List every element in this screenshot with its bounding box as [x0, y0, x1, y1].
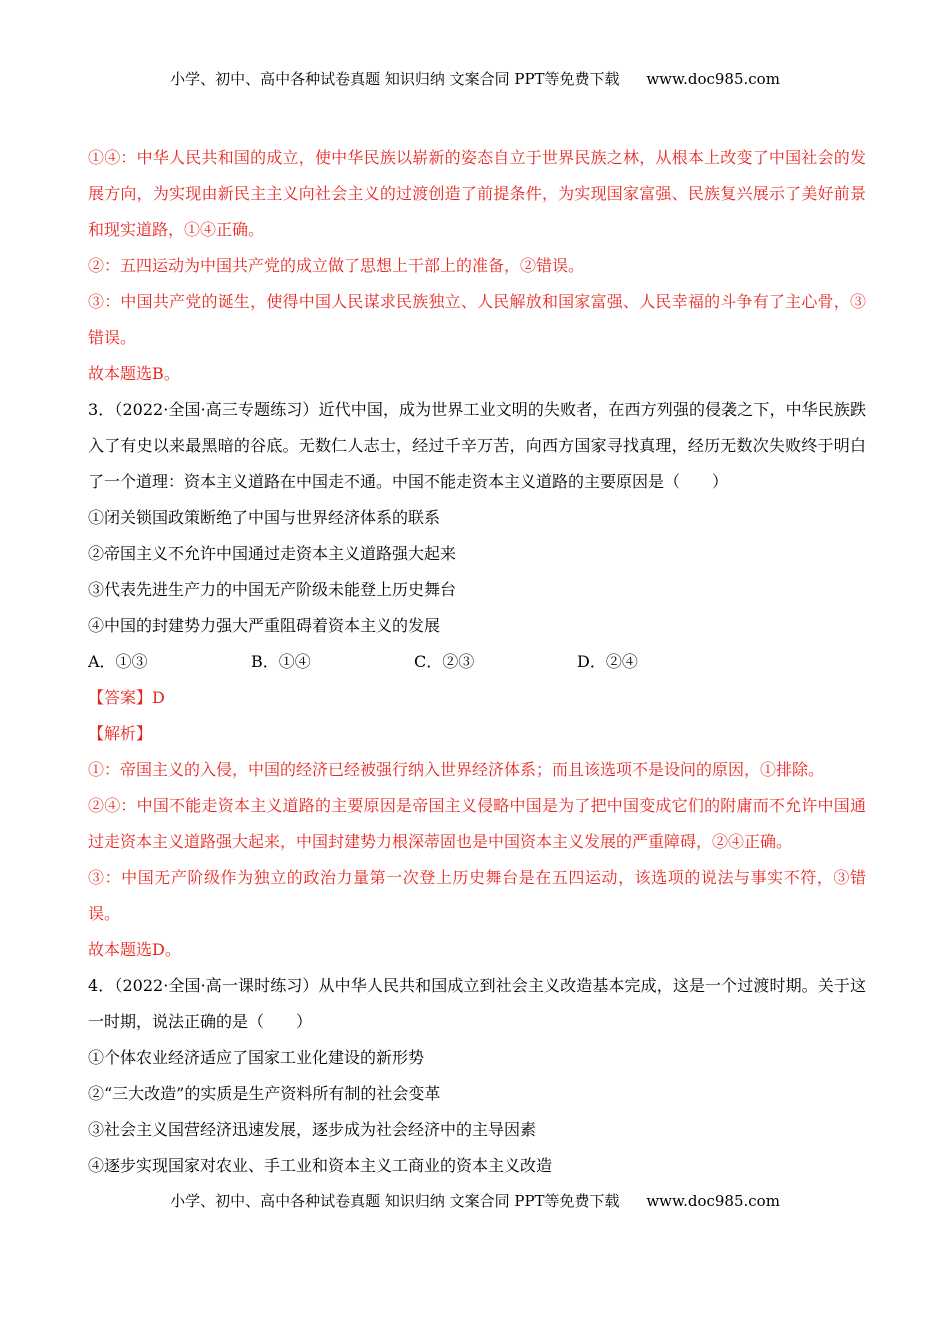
q3-option-d[interactable]: D．②④ — [577, 652, 638, 671]
q3-answer-label: 【答案】 — [88, 688, 153, 707]
prev-analysis-p2: ②：五四运动为中国共产党的成立做了思想上干部上的准备，②错误。 — [88, 256, 585, 275]
q3-item-1: ①闭关锁国政策断绝了中国与世界经济体系的联系 — [88, 508, 441, 527]
q3-option-c[interactable]: C．②③ — [414, 652, 475, 671]
q3-conclusion: 故本题选D。 — [88, 940, 181, 959]
q4-item-1: ①个体农业经济适应了国家工业化建设的新形势 — [88, 1048, 425, 1067]
q3-answer-value: D — [152, 688, 165, 707]
q3-analysis-2: ②④：中国不能走资本主义道路的主要原因是帝国主义侵略中国是为了把中国变成它们的附庸而不允许中国通过走资本主义道路强大起来，中国封建势力根深蒂固也是中国资本主义发展的严重障碍，②④正确。 — [88, 796, 866, 851]
page-content — [88, 140, 866, 1184]
q3-option-b[interactable]: B．①④ — [251, 652, 311, 671]
q3-item-4: ④中国的封建势力强大严重阻碍着资本主义的发展 — [88, 616, 441, 635]
q3-stem: 3．（2022·全国·高三专题练习）近代中国，成为世界工业文明的失败者，在西方列强的侵袭之下，中华民族跌入了有史以来最黑暗的谷底。无数仁人志士，经过千辛万苦，向西方国家寻找真理，经历无数次失败终于明白了一个道理：资本主义道路在中国走不通。中国不能走资本主义道路的主要原因是（ ） — [88, 400, 866, 491]
header-text: 小学、初中、高中各种试卷真题 知识归纳 文案合同 PPT等免费下载 — [170, 70, 620, 88]
footer-url[interactable]: www.doc985.com — [646, 1192, 780, 1210]
footer-text: 小学、初中、高中各种试卷真题 知识归纳 文案合同 PPT等免费下载 — [170, 1192, 620, 1210]
q4-item-4: ④逐步实现国家对农业、手工业和资本主义工商业的资本主义改造 — [88, 1156, 553, 1175]
q4-item-3: ③社会主义国营经济迅速发展，逐步成为社会经济中的主导因素 — [88, 1120, 537, 1139]
q3-option-a[interactable]: A．①③ — [88, 652, 148, 671]
q3-item-2: ②帝国主义不允许中国通过走资本主义道路强大起来 — [88, 544, 457, 563]
q3-analysis-3: ③：中国无产阶级作为独立的政治力量第一次登上历史舞台是在五四运动，该选项的说法与事实不符，③错误。 — [88, 868, 866, 923]
q3-options — [88, 644, 866, 680]
prev-conclusion: 故本题选B。 — [88, 364, 180, 383]
page-footer — [0, 1190, 950, 1211]
page-header — [0, 68, 950, 89]
q3-item-3: ③代表先进生产力的中国无产阶级未能登上历史舞台 — [88, 580, 457, 599]
q4-item-2: ②“三大改造”的实质是生产资料所有制的社会变革 — [88, 1084, 441, 1103]
q3-analysis-1: ①：帝国主义的入侵，中国的经济已经被强行纳入世界经济体系；而且该选项不是设问的原因，①排除。 — [88, 760, 825, 779]
prev-analysis-p3: ③：中国共产党的诞生，使得中国人民谋求民族独立、人民解放和国家富强、人民幸福的斗争有了主心骨，③错误。 — [88, 292, 866, 347]
q3-analysis-label: 【解析】 — [88, 724, 153, 743]
header-url[interactable]: www.doc985.com — [646, 70, 780, 88]
prev-analysis-p1: ①④：中华人民共和国的成立，使中华民族以崭新的姿态自立于世界民族之林，从根本上改变了中国社会的发展方向，为实现由新民主主义向社会主义的过渡创造了前提条件，为实现国家富强、民族复兴展示了美好前景和现实道路，①④正确。 — [88, 148, 866, 239]
q3-answer — [88, 680, 866, 716]
q4-stem: 4．（2022·全国·高一课时练习）从中华人民共和国成立到社会主义改造基本完成，这是一个过渡时期。关于这一时期，说法正确的是（ ） — [88, 976, 866, 1031]
